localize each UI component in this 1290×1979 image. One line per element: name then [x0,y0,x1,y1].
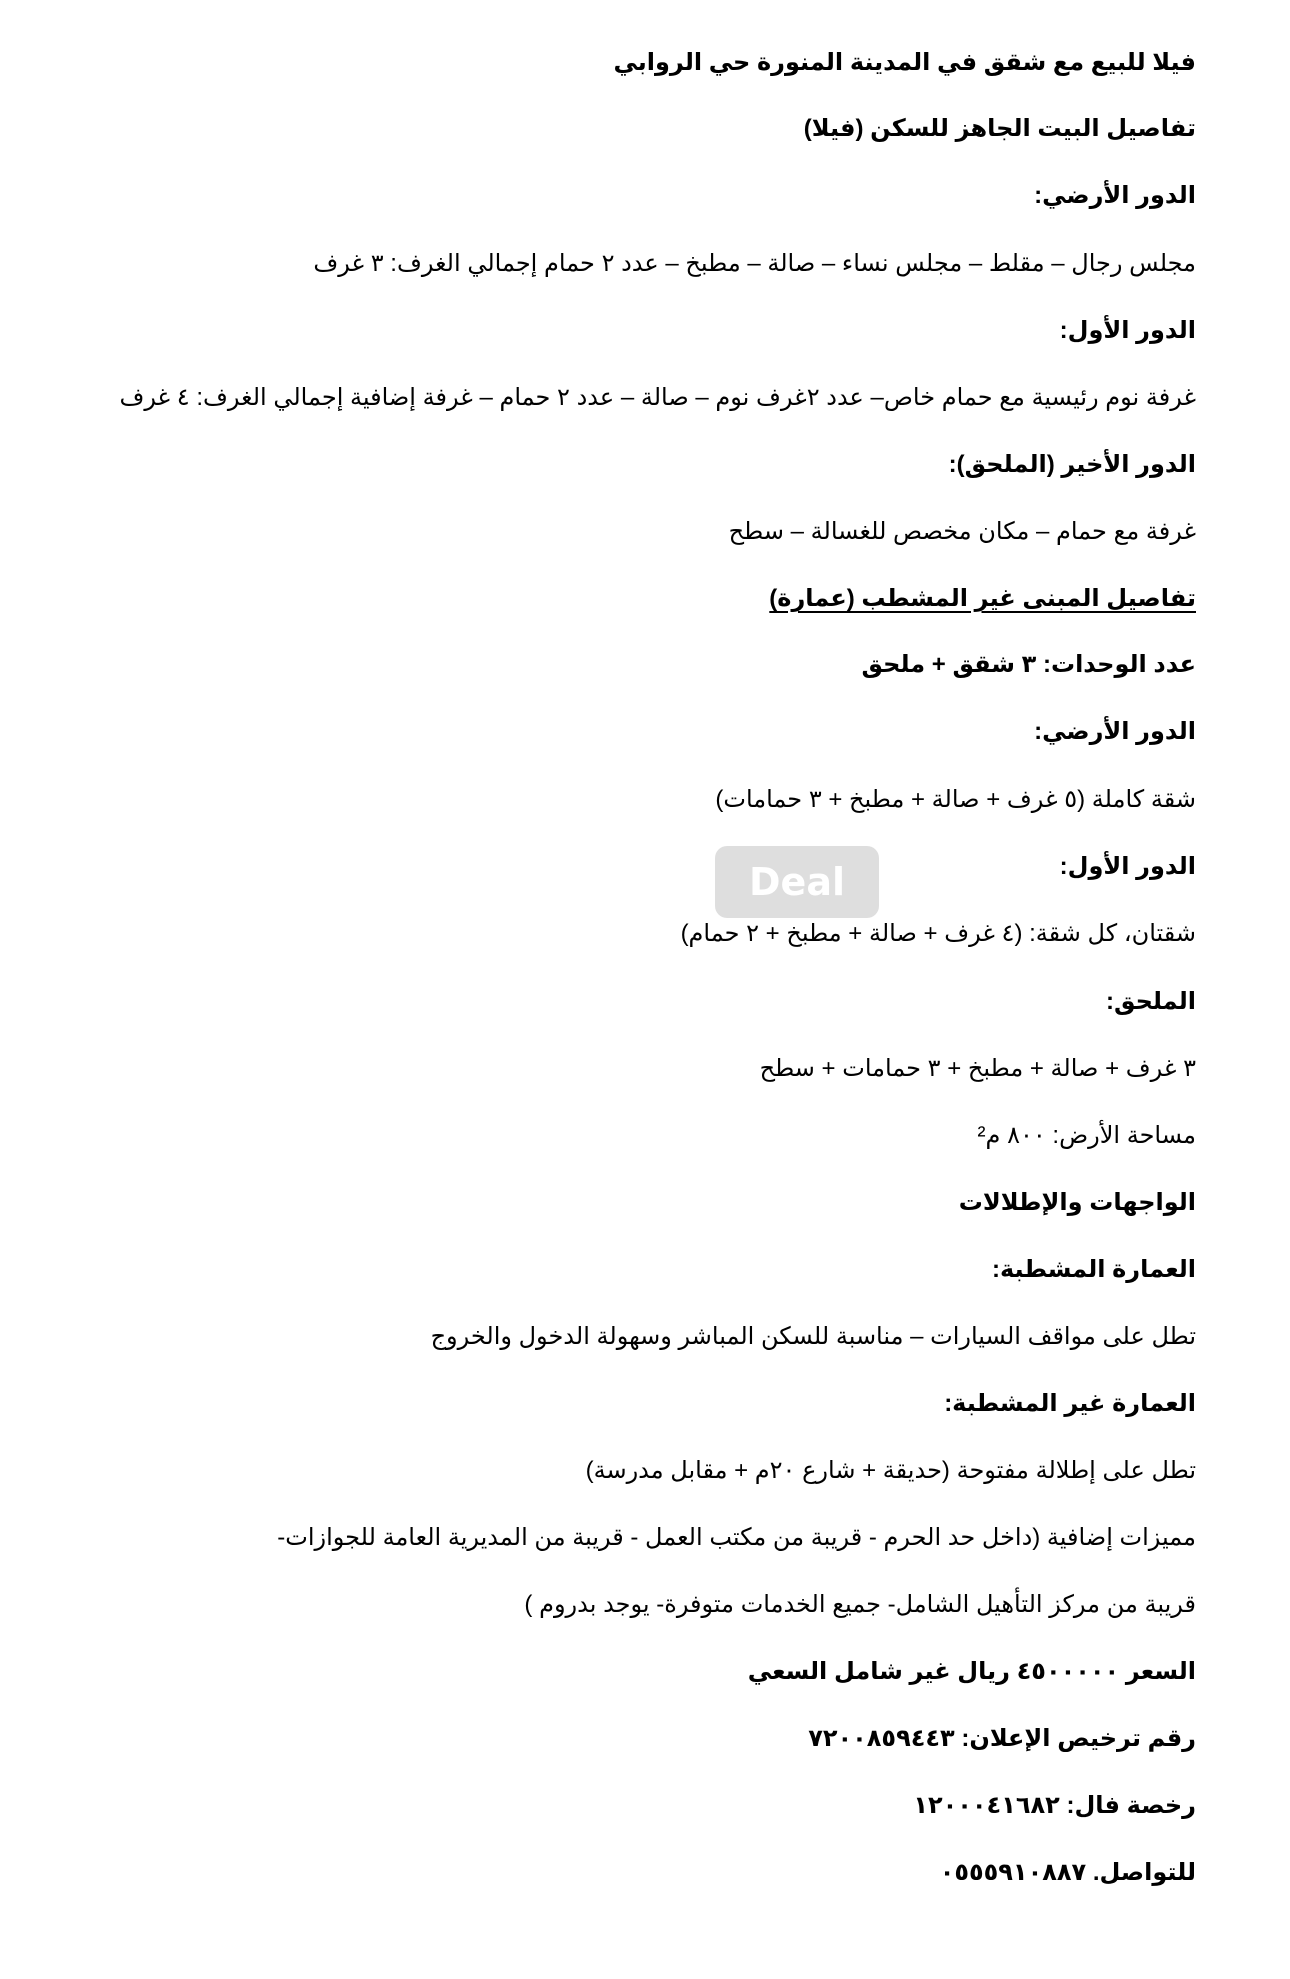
building-ground-floor-label: الدور الأرضي: [1034,718,1196,745]
building-units: عدد الوحدات: ٣ شقق + ملحق [861,651,1196,678]
building-first-floor-text: شقتان، كل شقة: (٤ غرف + صالة + مطبخ + ٢ حمام) [680,920,1196,947]
price: السعر ٤٥٠٠٠٠٠ ريال غير شامل السعي [747,1658,1196,1685]
ad-license-number: رقم ترخيص الإعلان: ٧٢٠٠٨٥٩٤٤٣ [808,1725,1196,1752]
watermark-text: Deal [749,860,845,904]
building-ground-floor-text: شقة كاملة (٥ غرف + صالة + مطبخ + ٣ حمامات) [715,786,1196,813]
contact-number: للتواصل. ٠٥٥٥٩١٠٨٨٧ [939,1859,1196,1886]
unfinished-building-text: تطل على إطلالة مفتوحة (حديقة + شارع ٢٠م + مقابل مدرسة) [585,1457,1196,1484]
building-annex-label: الملحق: [1105,988,1196,1015]
building-heading: تفاصيل المبنى غير المشطب (عمارة) [769,585,1196,612]
building-annex-text: ٣ غرف + صالة + مطبخ + ٣ حمامات + سطح [759,1055,1196,1082]
features-line-1: مميزات إضافية (داخل حد الحرم - قريبة من مكتب العمل - قريبة من المديرية العامة للجوازات- [277,1524,1196,1551]
villa-first-floor-text: غرفة نوم رئيسية مع حمام خاص– عدد ٢غرف نوم – صالة – عدد ٢ حمام – غرفة إضافية إجمالي الغرف: ٤ غرف [119,384,1196,411]
villa-ground-floor-label: الدور الأرضي: [1034,182,1196,209]
villa-top-floor-label: الدور الأخير (الملحق): [948,451,1196,478]
features-line-2: قريبة من مركز التأهيل الشامل- جميع الخدمات متوفرة- يوجد بدروم ) [524,1591,1196,1618]
villa-top-floor-text: غرفة مع حمام – مكان مخصص للغسالة – سطح [728,518,1196,545]
villa-first-floor-label: الدور الأول: [1059,317,1196,344]
fal-license-number: رخصة فال: ١٢٠٠٠٤١٦٨٢ [913,1792,1196,1819]
deal-watermark-logo [715,846,879,918]
facades-heading: الواجهات والإطلالات [958,1189,1196,1216]
villa-ground-floor-text: مجلس رجال – مقلط – مجلس نساء – صالة – مطبخ – عدد ٢ حمام إجمالي الغرف: ٣ غرف [313,250,1196,277]
building-first-floor-label: الدور الأول: [1059,853,1196,880]
finished-building-text: تطل على مواقف السيارات – مناسبة للسكن المباشر وسهولة الدخول والخروج [430,1323,1196,1350]
land-area: مساحة الأرض: ٨٠٠ م² [977,1122,1196,1149]
document-title: فيلا للبيع مع شقق في المدينة المنورة حي الروابي [613,49,1196,76]
unfinished-building-label: العمارة غير المشطبة: [944,1390,1196,1417]
finished-building-label: العمارة المشطبة: [991,1256,1196,1283]
villa-heading: تفاصيل البيت الجاهز للسكن (فيلا) [803,115,1196,142]
